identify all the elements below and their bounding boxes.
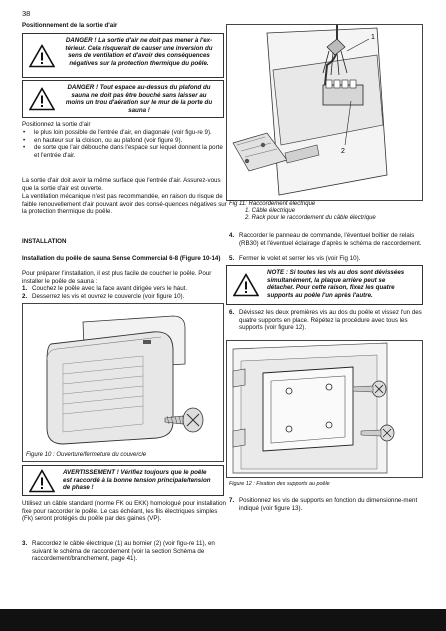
step-3: 3. Raccordez le câble électrique (1) au bornier (2) (voir figu-re 11), en suivant le schéma de raccordement (voir la section Schéma de raccordement/branchement, page 41). — [22, 540, 215, 563]
paragraph-ventilation: La ventilation mécanique n'est pas recommandée, en raison du risque de faible renouvellement d'air pouvant avoir des consé-quences négatives sur la protection thermique du poêle. — [22, 193, 227, 216]
caption-item-1: 1. Câble électrique — [245, 208, 296, 215]
position-list — [22, 129, 227, 159]
danger-box-1 — [22, 33, 224, 78]
callout-label-2: 2 — [341, 148, 345, 155]
footer-bar — [0, 609, 446, 631]
callout-label-1: 1 — [371, 34, 375, 41]
step-4: 4. Raccorder le panneau de commande, l'éventuel boîtier de relais (RB30) et l'éventuel éclairage d'après le schéma de raccordement. — [229, 232, 422, 247]
step-6: 6. Dévissez les deux premières vis au dos du poêle et vissez l'un des quatre supports en place. Répétez la procédure avec tous les supports (voir figure 12). — [229, 309, 422, 332]
danger-text-2: DANGER ! Tout espace au-dessus du plafond du sauna ne doit pas être bouché sans laisser au moins un trou d'aération sur le mur de la porte du sauna ! — [65, 84, 213, 114]
install-subheading: Installation du poêle de sauna Sense Commercial 6-8 (Figure 10-14) — [22, 255, 221, 262]
list-item: • de sorte que l'air débouche dans l'espace sur lequel donnent la porte et l'entrée d'air. — [22, 144, 227, 159]
figure-10 — [22, 303, 224, 462]
step-1: 1. Couchez le poêle avec la face avant dirigée vers le haut. — [22, 285, 188, 292]
step-2: 2. Desserrez les vis et ouvrez le couvercle (voir figure 10). — [22, 292, 185, 300]
caption-item-2: 2. Rack pour le raccordement du câble électrique — [245, 215, 376, 222]
warning-triangle-icon — [233, 274, 259, 297]
paragraph-surface: La sortie d'air doit avoir la même surface que l'entrée d'air. Assurez-vous que la sortie d'air est ouverte. — [22, 177, 221, 192]
bracket-mounting-illustration — [227, 341, 422, 477]
electrical-connection-illustration — [227, 25, 422, 200]
warning-text: AVERTISSEMENT ! Vérifiez toujours que le poêle est raccordé à la bonne tension principale/tension de phase ! — [63, 469, 211, 492]
warning-box — [22, 465, 224, 496]
figure-11-caption: Fig 11: Raccordement électrique 1. Câble électrique 2. Rack pour le raccordement du câble électrique — [229, 201, 424, 223]
cable-paragraph: Utilisez un câble standard (norme FK ou EKK) homologué pour installation fixe pour raccorder le poêle. Le cas échéant, les fils électriques simples (Fk) seront protégés du poêle par des gaines (VP). — [22, 500, 226, 523]
install-heading: INSTALLATION — [22, 238, 67, 245]
warning-triangle-icon — [29, 88, 55, 111]
warning-triangle-icon — [29, 44, 55, 67]
list-item: • le plus loin possible de l'entrée d'air, en diagonale (voir figu-re 9). — [22, 129, 227, 137]
install-intro: Pour préparer l'installation, il est plus facile de coucher le poêle. Pour installer le poêle de sauna : — [22, 270, 212, 285]
section-heading: Positionnement de la sortie d'air — [22, 22, 118, 29]
note-text: NOTE : Si toutes les vis au dos sont dévissées simultanément, la plaque arrière peut se détacher. Pour cette raison, fixez les quatre supports au poêle l'un après l'autre. — [267, 269, 405, 299]
stove-lid-illustration — [23, 304, 223, 449]
figure-12-caption: Figure 12 : Fixation des supports au poêle — [229, 481, 330, 487]
figure-11 — [226, 24, 423, 201]
install-steps — [22, 285, 227, 300]
note-box — [226, 265, 423, 305]
step-7: 7. Positionnez les vis de supports en fonction du dimensionne-ment indiqué (voir figure 13). — [229, 497, 418, 512]
figure-10-caption: Figure 10 : Ouverture/fermeture du couvercle — [26, 452, 147, 458]
danger-box-2 — [22, 80, 224, 118]
page-number: 38 — [22, 9, 31, 18]
figure-12 — [226, 340, 423, 478]
danger-text-1: DANGER ! La sortie d'air ne doit pas mener à l'ex-térieur. Cela risquerait de causer une inversion du sens de ventilation et d'avoir des conséquences négatives sur la protection thermique du poêle. — [65, 37, 213, 67]
list-item: • en hauteur sur la cloison, ou au plafond (voir figure 9). — [22, 137, 227, 145]
warning-triangle-icon — [29, 469, 55, 492]
step-5: 5. Fermer le volet et serrer les vis (voir Fig 10). — [229, 255, 361, 262]
position-intro: Positionnez la sortie d'air — [22, 121, 91, 128]
